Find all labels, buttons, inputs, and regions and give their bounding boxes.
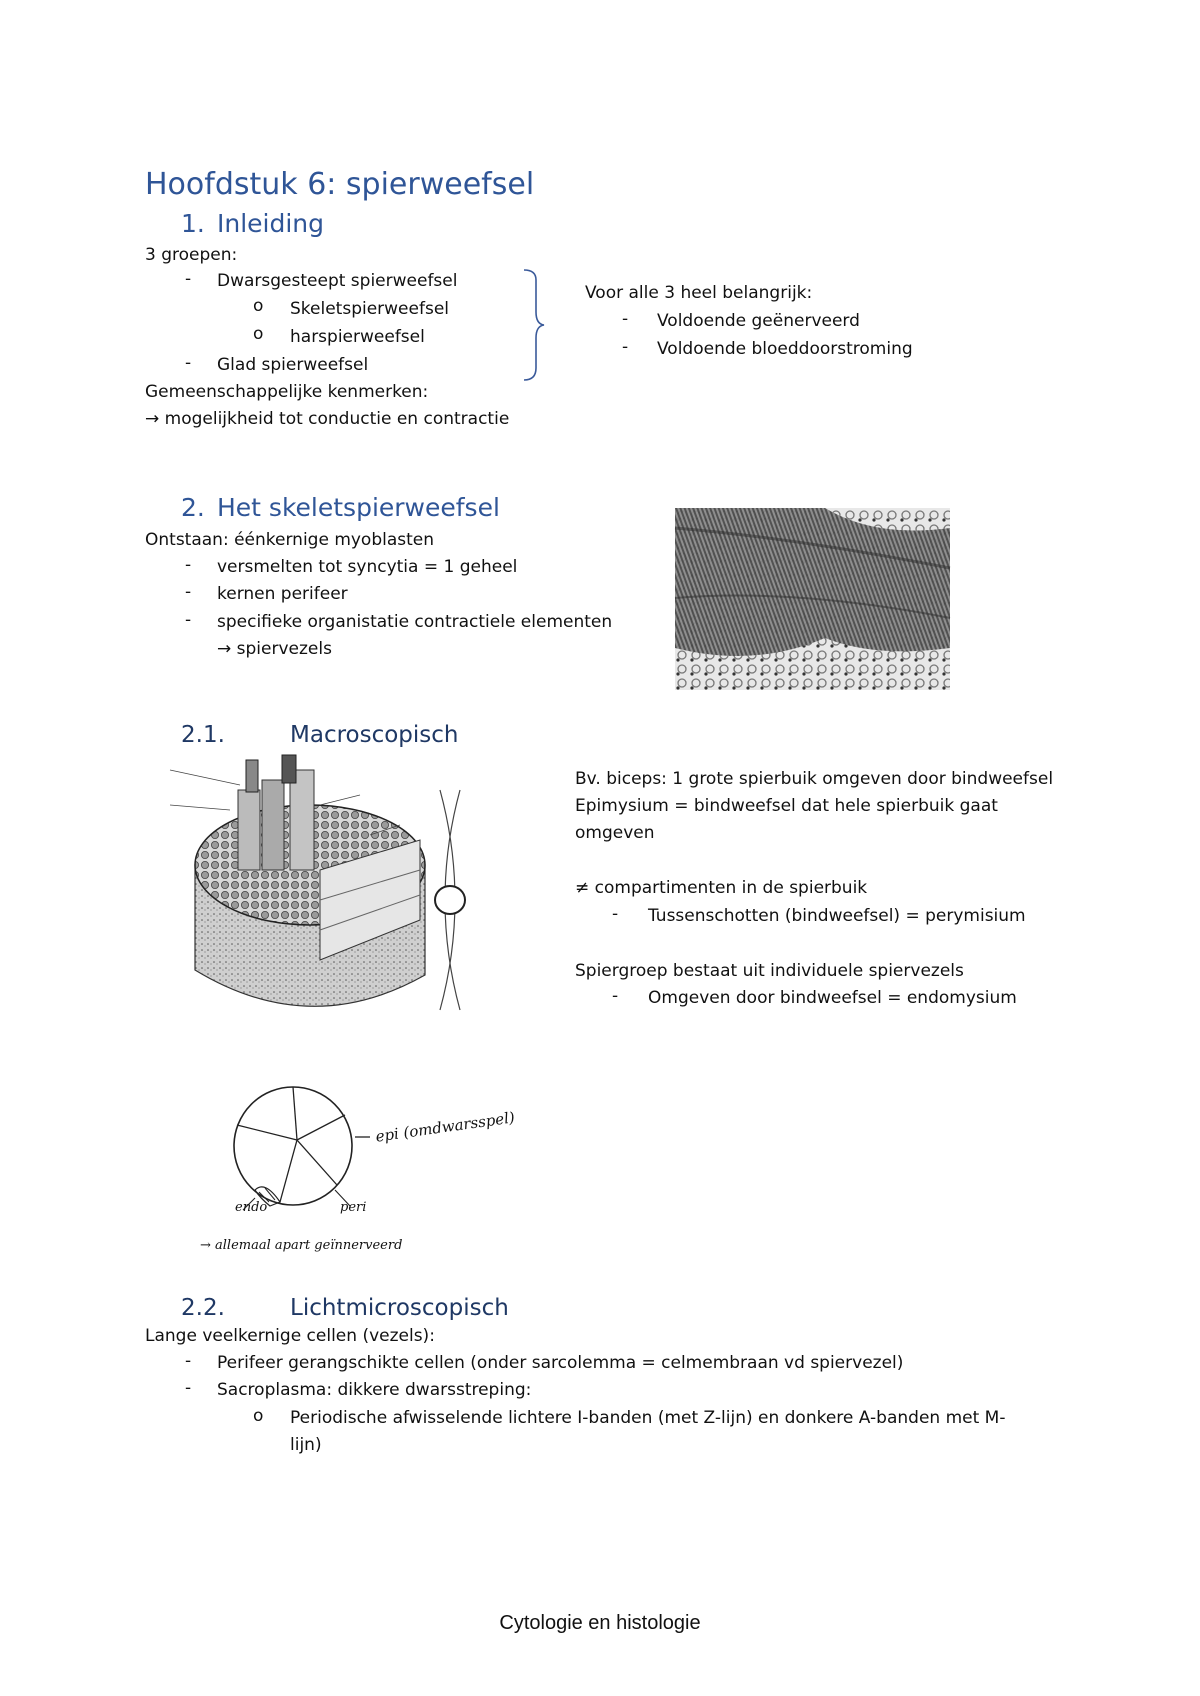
common-label: Gemeenschappelijke kenmerken: [145,382,429,402]
common-value: → mogelijkheid tot conductie en contractie [145,409,510,429]
macro-line-3: omgeven [575,823,655,843]
section2-item-1: versmelten tot syncytia = 1 geheel [217,557,518,577]
compartments-line: ≠ compartimenten in de spierbuik [575,878,868,898]
bullet-dash: - [612,986,619,1006]
sketch-label-epi: epi (omdwarsspel) [374,1108,516,1146]
bullet-dash: - [185,582,192,602]
bullet-dash: - [622,337,629,357]
lichtmicro-subitem-line1: Periodische afwisselende lichtere I-banden (met Z-lijn) en donkere A-banden met M- [290,1408,1006,1428]
muscle-cross-section-diagram [170,750,490,1055]
bullet-dash: - [185,555,192,575]
section-2-2-heading: Lichtmicroscopisch [290,1295,509,1321]
sketch-note: → allemaal apart geïnnerveerd [200,1238,403,1253]
page-title: Hoofdstuk 6: spierweefsel [145,167,535,202]
macro-line-2: Epimysium = bindweefsel dat hele spierbuik gaat [575,796,998,816]
bullet-circle: o [253,296,264,316]
list-item-dwarsgestreept: Dwarsgesteept spierweefsel [217,271,458,291]
lichtmicro-item-2: Sacroplasma: dikkere dwarsstreping: [217,1380,532,1400]
macro-line-1: Bv. biceps: 1 grote spierbuik omgeven door bindweefsel [575,769,1054,789]
important-item-2: Voldoende bloeddoorstroming [657,339,913,359]
hand-sketch-diagram [225,1080,525,1250]
bullet-dash: - [185,1378,192,1398]
sketch-label-peri: peri [340,1200,367,1215]
important-item-1: Voldoende geënerveerd [657,311,860,331]
section2-item-3: specifieke organistatie contractiele elementen [217,612,613,632]
lichtmicro-intro: Lange veelkernige cellen (vezels): [145,1326,435,1346]
sketch-label-endo: endo [235,1200,268,1215]
bullet-dash: - [185,269,192,289]
section-1-number: 1. [181,209,205,238]
origin-line: Ontstaan: éénkernige myoblasten [145,530,435,550]
bullet-circle: o [253,1406,264,1426]
section2-result: → spiervezels [217,639,332,659]
list-item-glad: Glad spierweefsel [217,355,369,375]
bullet-dash: - [185,353,192,373]
bullet-dash: - [185,1351,192,1371]
group-line: Spiergroep bestaat uit individuele spiervezels [575,961,964,981]
group-item: Omgeven door bindweefsel = endomysium [648,988,1017,1008]
section-2-1-heading: Macroscopisch [290,722,459,748]
groups-label: 3 groepen: [145,245,238,265]
list-item-hart: harspierweefsel [290,327,425,347]
bullet-dash: - [612,904,619,924]
bullet-circle: o [253,324,264,344]
important-label: Voor alle 3 heel belangrijk: [585,283,813,303]
muscle-micrograph-image [675,508,950,690]
section-2-1-number: 2.1. [181,722,225,748]
section-2-2-number: 2.2. [181,1295,225,1321]
section-2-heading: Het skeletspierweefsel [217,493,500,522]
lichtmicro-item-1: Perifeer gerangschikte cellen (onder sarcolemma = celmembraan vd spiervezel) [217,1353,904,1373]
section-1-heading: Inleiding [217,209,325,238]
compartments-item: Tussenschotten (bindweefsel) = perymisium [648,906,1026,926]
lichtmicro-subitem-line2: lijn) [290,1435,322,1455]
section2-item-2: kernen perifeer [217,584,348,604]
bullet-dash: - [622,309,629,329]
section-2-number: 2. [181,493,205,522]
page-footer: Cytologie en histologie [499,1612,701,1634]
list-item-skelet: Skeletspierweefsel [290,299,450,319]
curly-brace-icon [522,268,552,382]
bullet-dash: - [185,610,192,630]
